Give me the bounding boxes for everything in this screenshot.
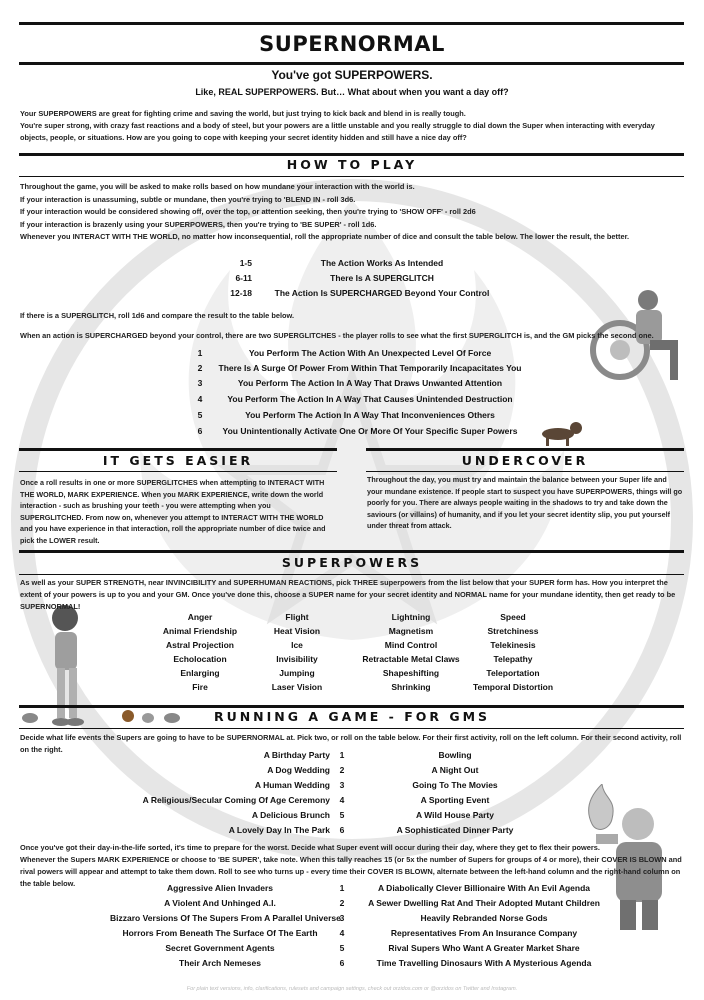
it-gets-easier-text: Once a roll results in one or more SUPERGLITCHES when attempting to INTERACT WITH THE WORLD, MARK EXPERIENCE. When you MARK EXPERIENCE, write down the world interaction - such as brushing your teeth - you were attempting when you SUPERGLITCHED. From now on, whenever you attempt to INTERACT WITH THE WORLD and you have experience in that interaction, roll the appropriate number of dice twice and pick the LOWER result. bbox=[20, 478, 326, 545]
rival-left: Horrors From Beneath The Surface Of The Earth bbox=[122, 928, 318, 938]
powers-column bbox=[247, 610, 347, 694]
rival-right: Representatives From An Insurance Company bbox=[390, 928, 578, 938]
section-rule bbox=[19, 471, 337, 472]
rival-number: 2 bbox=[339, 898, 345, 908]
event-left: A Religious/Secular Coming Of Age Ceremony bbox=[142, 795, 330, 805]
supercharged-note: When an action is SUPERCHARGED beyond your control, there are two SUPERGLITCHES - the player rolls to see what the first SUPERGLITCH is, and the GM picks the second one. bbox=[20, 331, 654, 340]
power-item: Speed bbox=[500, 612, 526, 622]
event-right: A Sporting Event bbox=[420, 795, 490, 805]
rival-right: Rival Supers Who Want A Greater Market Share bbox=[388, 943, 580, 953]
glitch-text: You Unintentionally Activate One Or More Of Your Specific Super Powers bbox=[222, 426, 518, 436]
glitch-number: 6 bbox=[197, 426, 203, 436]
glitch-text: You Perform The Action With An Unexpected Level Of Force bbox=[248, 348, 492, 358]
event-number: 1 bbox=[339, 750, 345, 760]
result-range: 12-18 bbox=[230, 288, 252, 298]
power-item: Telepathy bbox=[493, 654, 533, 664]
heading-running-a-game: RUNNING A GAME - FOR GMS bbox=[213, 709, 491, 724]
event-left: A Human Wedding bbox=[254, 780, 330, 790]
event-number: 5 bbox=[339, 810, 345, 820]
rival-left: A Violent And Unhinged A.I. bbox=[164, 898, 276, 908]
event-number: 3 bbox=[339, 780, 345, 790]
power-item: Teleportation bbox=[486, 668, 540, 678]
gms-line: Whenever the Supers MARK EXPERIENCE or choose to 'BE SUPER', take note. When this tally reaches 15 (or 5x the number of Supers for groups of 4 or more), their COVER IS BLOWN and rival powers will appear and attempt to take them down. Roll to see who turns up - every time their COVER IS BLOWN, alternate between the left-hand column and the right-hand column on the table below. bbox=[20, 855, 682, 888]
power-item: Ice bbox=[291, 640, 303, 650]
glitch-number: 2 bbox=[197, 363, 203, 373]
undercover-text: Throughout the day, you must try and maintain the balance between your Super life and your mundane existence. If people start to suspect you have SUPERPOWERS, things will go poorly for you. There are always people waiting in the shadows to try and take down the saviours (or villains) of humanity, and if you let your secret identity slip, you put yourself under threat from attack. bbox=[367, 475, 683, 530]
glitch-number: 3 bbox=[197, 378, 203, 388]
tagline-secondary: Like, REAL SUPERPOWERS. But… What about when you want a day off? bbox=[195, 87, 509, 97]
glitch-text: You Perform The Action In A Way That Inconveniences Others bbox=[245, 410, 495, 420]
rule-line: Whenever you INTERACT WITH THE WORLD, no matter how inconsequential, roll the appropriate number of dice and consult the table below. The lower the result, the better. bbox=[20, 232, 630, 242]
power-item: Stretchiness bbox=[487, 626, 539, 636]
glitch-number: 1 bbox=[197, 348, 203, 358]
power-item: Shapeshifting bbox=[382, 668, 440, 678]
glitch-number: 5 bbox=[197, 410, 203, 420]
glitch-text: There Is A Surge Of Power From Within That Temporarily Incapacitates You bbox=[218, 363, 522, 373]
section-rule bbox=[19, 448, 337, 451]
event-left: A Dog Wedding bbox=[267, 765, 330, 775]
result-text: The Action Is SUPERCHARGED Beyond Your Control bbox=[274, 288, 490, 298]
section-rule bbox=[19, 574, 684, 575]
heading-it-gets-easier: IT GETS EASIER bbox=[102, 453, 254, 468]
rule-line: If your interaction is unassuming, subtle or mundane, then you're trying to 'BLEND IN - roll 3d6. bbox=[20, 194, 356, 204]
event-left: A Birthday Party bbox=[263, 750, 330, 760]
power-item: Echolocation bbox=[173, 654, 227, 664]
event-right: A Wild House Party bbox=[415, 810, 494, 820]
section-rule bbox=[19, 153, 684, 156]
glitch-number: 4 bbox=[197, 394, 203, 404]
event-number: 6 bbox=[339, 825, 345, 835]
intro-text bbox=[20, 108, 684, 144]
result-text: The Action Works As Intended bbox=[320, 258, 444, 268]
power-item: Shrinking bbox=[391, 682, 431, 692]
superpowers-text: As well as your SUPER STRENGTH, near INVINCIBILITY and SUPERHUMAN REACTIONS, pick THREE superpowers from the list below that your SUPER form has. How you interpret the extent of your powers is up to you and your GM. Once you've done this, choose a SUPER name for your secret identity and NORMAL name for your mundane identity, then get ready to be SUPERNORMAL! bbox=[20, 578, 676, 611]
section-rule bbox=[19, 550, 684, 553]
page-title: SUPERNORMAL bbox=[259, 32, 445, 56]
dog-illustration-icon bbox=[536, 416, 586, 448]
rival-left: Secret Government Agents bbox=[165, 943, 275, 953]
powers-column bbox=[140, 610, 260, 694]
power-item: Lightning bbox=[391, 612, 431, 622]
event-left: A Delicious Brunch bbox=[251, 810, 330, 820]
event-right: Going To The Movies bbox=[412, 780, 498, 790]
power-item: Heat Vision bbox=[273, 626, 321, 636]
rival-number: 6 bbox=[339, 958, 345, 968]
event-right: A Night Out bbox=[431, 765, 479, 775]
event-number: 2 bbox=[339, 765, 345, 775]
power-item: Flight bbox=[285, 612, 309, 622]
power-item: Astral Projection bbox=[165, 640, 235, 650]
glitch-text: You Perform The Action In A Way That Draws Unwanted Attention bbox=[237, 378, 503, 388]
event-right: Bowling bbox=[438, 750, 472, 760]
footer-text: For plain text versions, info, clarifications, rulesets and campaign settings, check out orzidos.com or @orzidos on Twitter and Instagram. bbox=[186, 986, 518, 992]
event-right: A Sophisticated Dinner Party bbox=[396, 825, 514, 835]
rival-right: A Sewer Dwelling Rat And Their Adopted Mutant Children bbox=[368, 898, 600, 908]
section-rule bbox=[19, 728, 684, 729]
rival-right: Heavily Rebranded Norse Gods bbox=[420, 913, 548, 923]
power-item: Retractable Metal Claws bbox=[362, 654, 460, 664]
power-item: Fire bbox=[192, 682, 208, 692]
glitch-note: If there is a SUPERGLITCH, roll 1d6 and compare the result to the table below. bbox=[20, 311, 295, 320]
rival-number: 3 bbox=[339, 913, 345, 923]
rule-line: If your interaction is brazenly using your SUPERPOWERS, then you're trying to 'BE SUPER' - roll 1d6. bbox=[20, 219, 377, 229]
rival-left: Bizzaro Versions Of The Supers From A Parallel Universe bbox=[110, 913, 341, 923]
section-rule bbox=[19, 705, 684, 708]
rival-left: Their Arch Nemeses bbox=[179, 958, 261, 968]
powers-column bbox=[448, 610, 578, 694]
gms-line: Once you've got their day-in-the-life sorted, it's time to prepare for the worst. Decide what Super event will occur during their day, where they get to flex their powers. bbox=[20, 843, 600, 852]
result-text: There Is A SUPERGLITCH bbox=[330, 273, 434, 283]
heading-how-to-play: HOW TO PLAY bbox=[286, 157, 418, 172]
power-item: Anger bbox=[187, 612, 213, 622]
heading-superpowers: SUPERPOWERS bbox=[281, 555, 423, 570]
tagline: You've got SUPERPOWERS. bbox=[271, 68, 433, 82]
rival-right: A Diabolically Clever Billionaire With An Evil Agenda bbox=[378, 883, 590, 893]
rival-number: 1 bbox=[339, 883, 345, 893]
rival-left: Aggressive Alien Invaders bbox=[167, 883, 273, 893]
power-item: Magnetism bbox=[388, 626, 434, 636]
power-item: Enlarging bbox=[180, 668, 220, 678]
rule-line: Throughout the game, you will be asked to make rolls based on how mundane your interaction with the world is. bbox=[20, 182, 415, 191]
event-left: A Lovely Day In The Park bbox=[228, 825, 330, 835]
power-item: Invisibility bbox=[276, 654, 318, 664]
power-item: Animal Friendship bbox=[162, 626, 238, 636]
section-rule bbox=[366, 448, 684, 451]
rival-number: 4 bbox=[339, 928, 345, 938]
power-item: Telekinesis bbox=[490, 640, 536, 650]
section-rule bbox=[366, 471, 684, 472]
gms-intro-text: Decide what life events the Supers are going to have to be SUPERNORMAL at. Pick two, or roll on the table below. For their first activity, roll on the left column. For their second activity, roll on the right. bbox=[20, 733, 682, 754]
intro-line: You're super strong, with crazy fast reactions and a body of steel, but your powers are a little unstable and you really struggle to dial down the Super when interacting with everyday objects, people, or situations. How are you going to cope with keeping your secret identity hidden and still have a nice day off? bbox=[20, 121, 655, 142]
result-range: 1-5 bbox=[239, 258, 252, 268]
power-item: Temporal Distortion bbox=[472, 682, 554, 692]
title-rule bbox=[19, 62, 684, 65]
how-to-play-text bbox=[20, 181, 684, 244]
result-range: 6-11 bbox=[235, 273, 252, 283]
rival-number: 5 bbox=[339, 943, 345, 953]
rival-right: Time Travelling Dinosaurs With A Mysterious Agenda bbox=[376, 958, 592, 968]
rule-line: If your interaction would be considered showing off, over the top, or attention seeking, then you're trying to 'SHOW OFF' - roll 2d6 bbox=[20, 207, 476, 217]
heading-undercover: UNDERCOVER bbox=[461, 453, 589, 468]
power-item: Laser Vision bbox=[271, 682, 323, 692]
power-item: Jumping bbox=[279, 668, 315, 678]
intro-line: Your SUPERPOWERS are great for fighting crime and saving the world, but just trying to kick back and blend in is really tough. bbox=[20, 109, 466, 118]
top-rule bbox=[19, 22, 684, 25]
power-item: Mind Control bbox=[384, 640, 438, 650]
event-number: 4 bbox=[339, 795, 345, 805]
glitch-text: You Perform The Action In A Way That Causes Unintended Destruction bbox=[227, 394, 513, 404]
section-rule bbox=[19, 176, 684, 177]
